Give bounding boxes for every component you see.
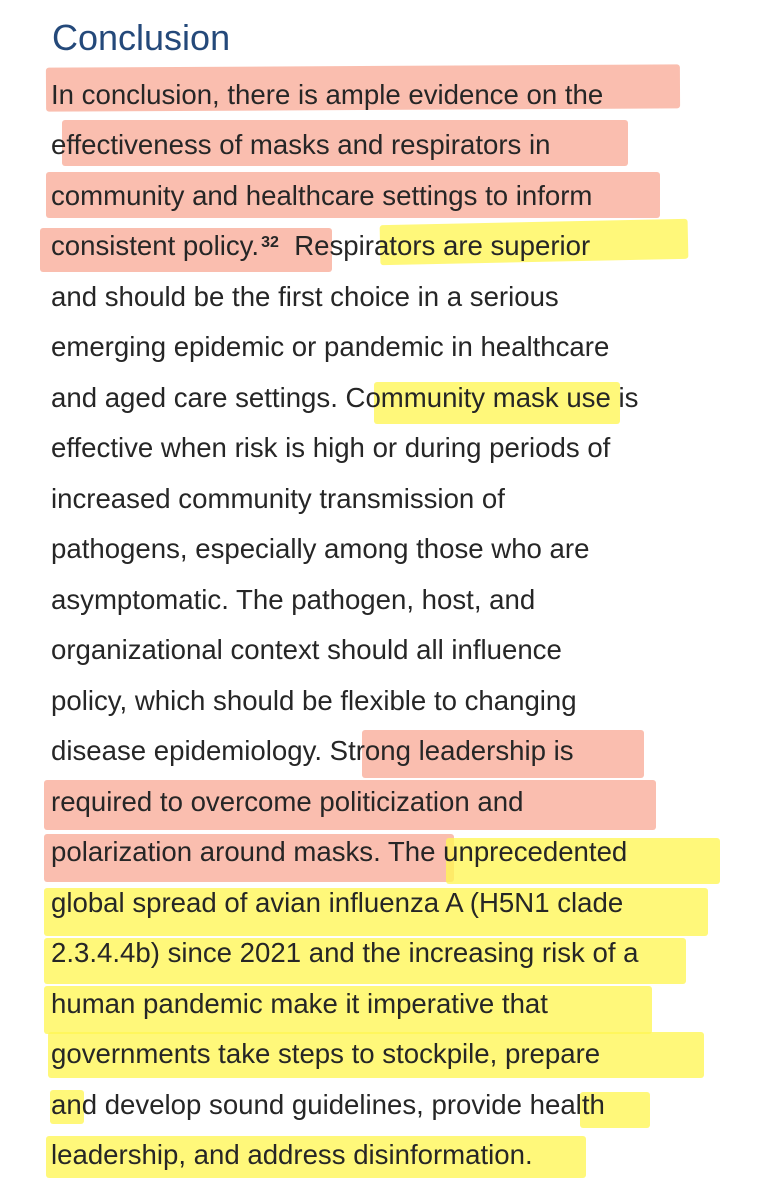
text-segment: Respirators are superior [294, 230, 591, 261]
text-line: community and healthcare settings to inform [51, 180, 593, 211]
text-line: and develop sound guidelines, provide health [51, 1089, 605, 1120]
text-line: leadership, and address disinformation. [51, 1139, 533, 1170]
text-line: effectiveness of masks and respirators in [51, 129, 551, 160]
text-line: disease epidemiology. Strong leadership is [51, 735, 574, 766]
text-line: 2.3.4.4b) since 2021 and the increasing risk of a [51, 937, 639, 968]
citation-ref[interactable]: 32 [261, 234, 279, 251]
text-line: effective when risk is high or during periods of [51, 432, 611, 463]
text-segment: consistent policy. [51, 230, 260, 261]
text-line: organizational context should all influence [51, 634, 562, 665]
text-line: human pandemic make it imperative that [51, 988, 548, 1019]
text-line: global spread of avian influenza A (H5N1 clade [51, 887, 624, 918]
text-line: pathogens, especially among those who are [51, 533, 590, 564]
text-line: policy, which should be flexible to changing [51, 685, 577, 716]
text-line: polarization around masks. The unprecedented [51, 836, 628, 867]
text-line: In conclusion, there is ample evidence on the [51, 79, 604, 110]
text-line: and should be the first choice in a serious [51, 281, 559, 312]
text-line: required to overcome politicization and [51, 786, 524, 817]
text-line: asymptomatic. The pathogen, host, and [51, 584, 536, 615]
text-line: governments take steps to stockpile, prepare [51, 1038, 601, 1069]
section-heading: Conclusion [52, 17, 231, 58]
text-line: increased community transmission of [51, 483, 505, 514]
text-line [51, 221, 590, 271]
text-line: and aged care settings. Community mask use is [51, 382, 639, 413]
text-line: emerging epidemic or pandemic in healthcare [51, 331, 610, 362]
